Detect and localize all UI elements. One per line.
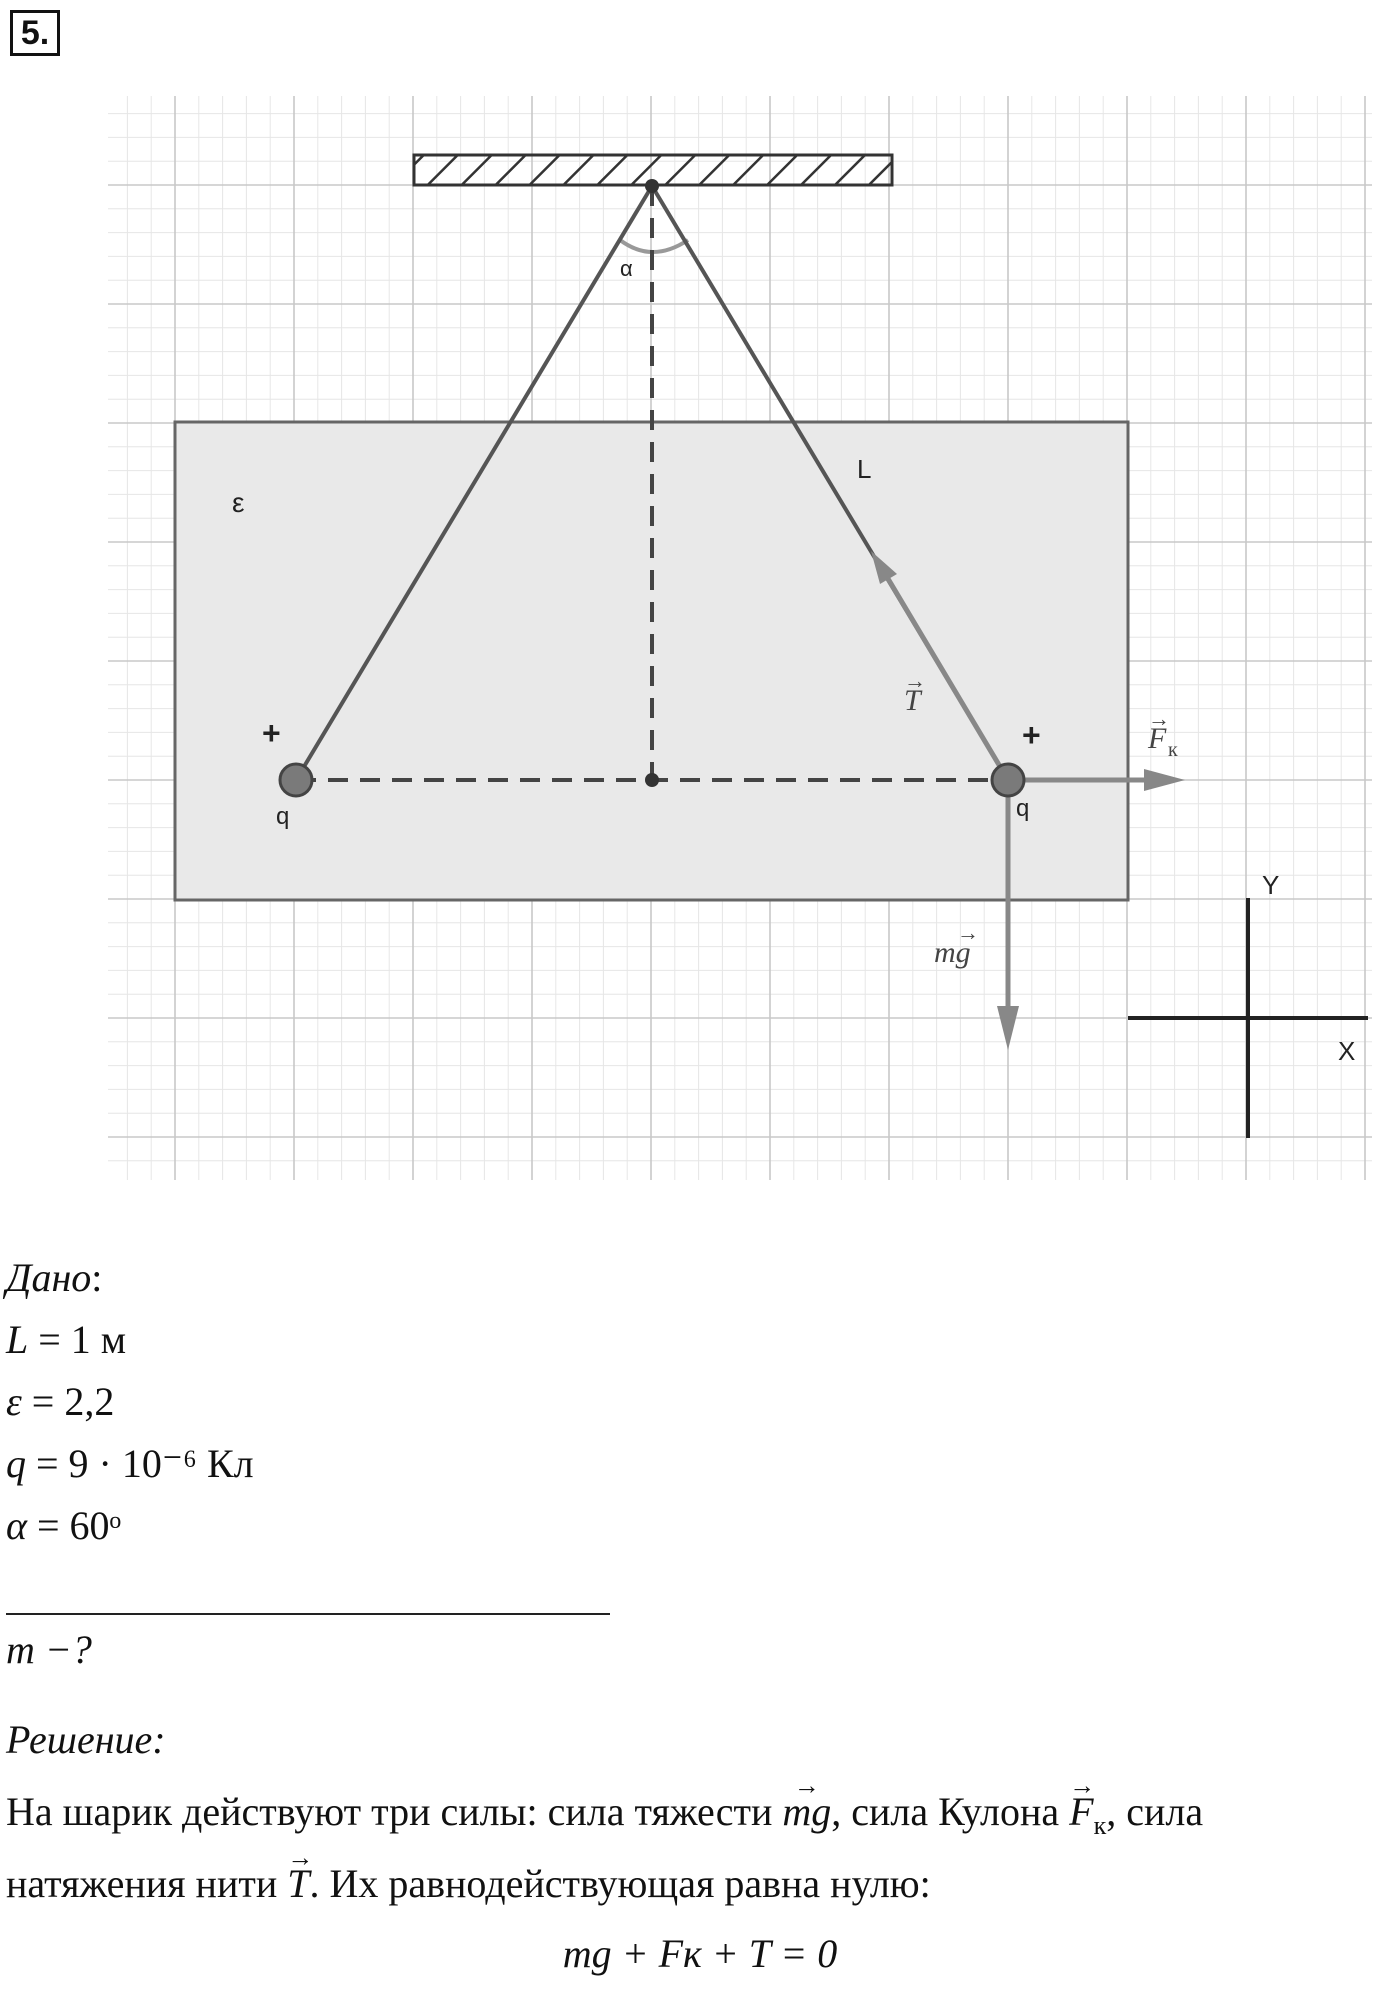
axis-x-label: X	[1338, 1036, 1356, 1066]
length-label: L	[857, 454, 872, 484]
tension-label: T	[904, 684, 921, 717]
given-eq-1: = 1 м	[28, 1317, 127, 1362]
solution-f-sub: к	[1093, 1811, 1107, 1840]
solution-text-1a: На шарик действуют три силы: сила тяжести	[6, 1789, 783, 1834]
solution-heading: Решение:	[6, 1717, 166, 1762]
solution-text-2b: . Их равнодействующая равна нулю:	[309, 1861, 931, 1906]
solution-f: → F	[1069, 1788, 1093, 1836]
solution-line-2	[6, 1860, 931, 1908]
given-eq-4: = 60ᵒ	[27, 1503, 122, 1548]
coulomb-sub: к	[1168, 739, 1178, 761]
charge-label-right: q	[1016, 795, 1030, 822]
medium-label: ε	[232, 487, 245, 518]
given-line-4	[6, 1502, 121, 1550]
gravity-label: mg	[934, 936, 971, 969]
solution-text-2a: натяжения нити	[6, 1861, 288, 1906]
gravity-vector-mark: →	[957, 920, 979, 945]
coulomb-label: F	[1148, 722, 1167, 755]
solution-mg: → mg	[782, 1788, 831, 1836]
find-line: m −?	[6, 1627, 92, 1672]
solution-t: → T	[287, 1860, 309, 1908]
given-var-1: L	[6, 1317, 29, 1362]
pivot-point	[645, 179, 659, 193]
coulomb-force-arrowhead	[1144, 769, 1185, 791]
solution-equation: mg + Fк + T = 0	[562, 1931, 838, 1976]
tension-vector-mark: →	[904, 668, 926, 693]
given-line-3	[6, 1440, 254, 1488]
given-line-2	[6, 1378, 114, 1426]
center-point	[645, 773, 659, 787]
given-eq-2: = 2,2	[21, 1379, 115, 1424]
given-line-1	[6, 1316, 126, 1364]
solution-text-1c: , сила	[1106, 1789, 1204, 1834]
right-ball	[992, 764, 1024, 796]
given-var-4: α	[6, 1503, 27, 1548]
solution-line-1	[6, 1788, 1203, 1850]
problem-number: 5.	[10, 10, 60, 56]
given-var-3: q	[6, 1441, 26, 1486]
given-var-2: ε	[6, 1379, 22, 1424]
plus-sign-right: +	[1022, 717, 1041, 753]
charge-label-left: q	[276, 803, 290, 830]
given-heading: Дано	[6, 1255, 92, 1300]
given-heading-line	[6, 1254, 102, 1302]
given-eq-3: = 9 · 10⁻⁶ Кл	[26, 1441, 254, 1486]
axis-y-label: Y	[1262, 870, 1280, 900]
plus-sign-left: +	[262, 715, 281, 751]
gravity-arrowhead	[997, 1006, 1019, 1050]
given-colon: :	[91, 1255, 103, 1300]
given-separator	[6, 1613, 610, 1615]
coulomb-vector-mark: →	[1148, 706, 1170, 731]
solution-text-1b: , сила Кулона	[831, 1789, 1070, 1834]
left-ball	[280, 764, 312, 796]
angle-label: α	[620, 256, 633, 281]
